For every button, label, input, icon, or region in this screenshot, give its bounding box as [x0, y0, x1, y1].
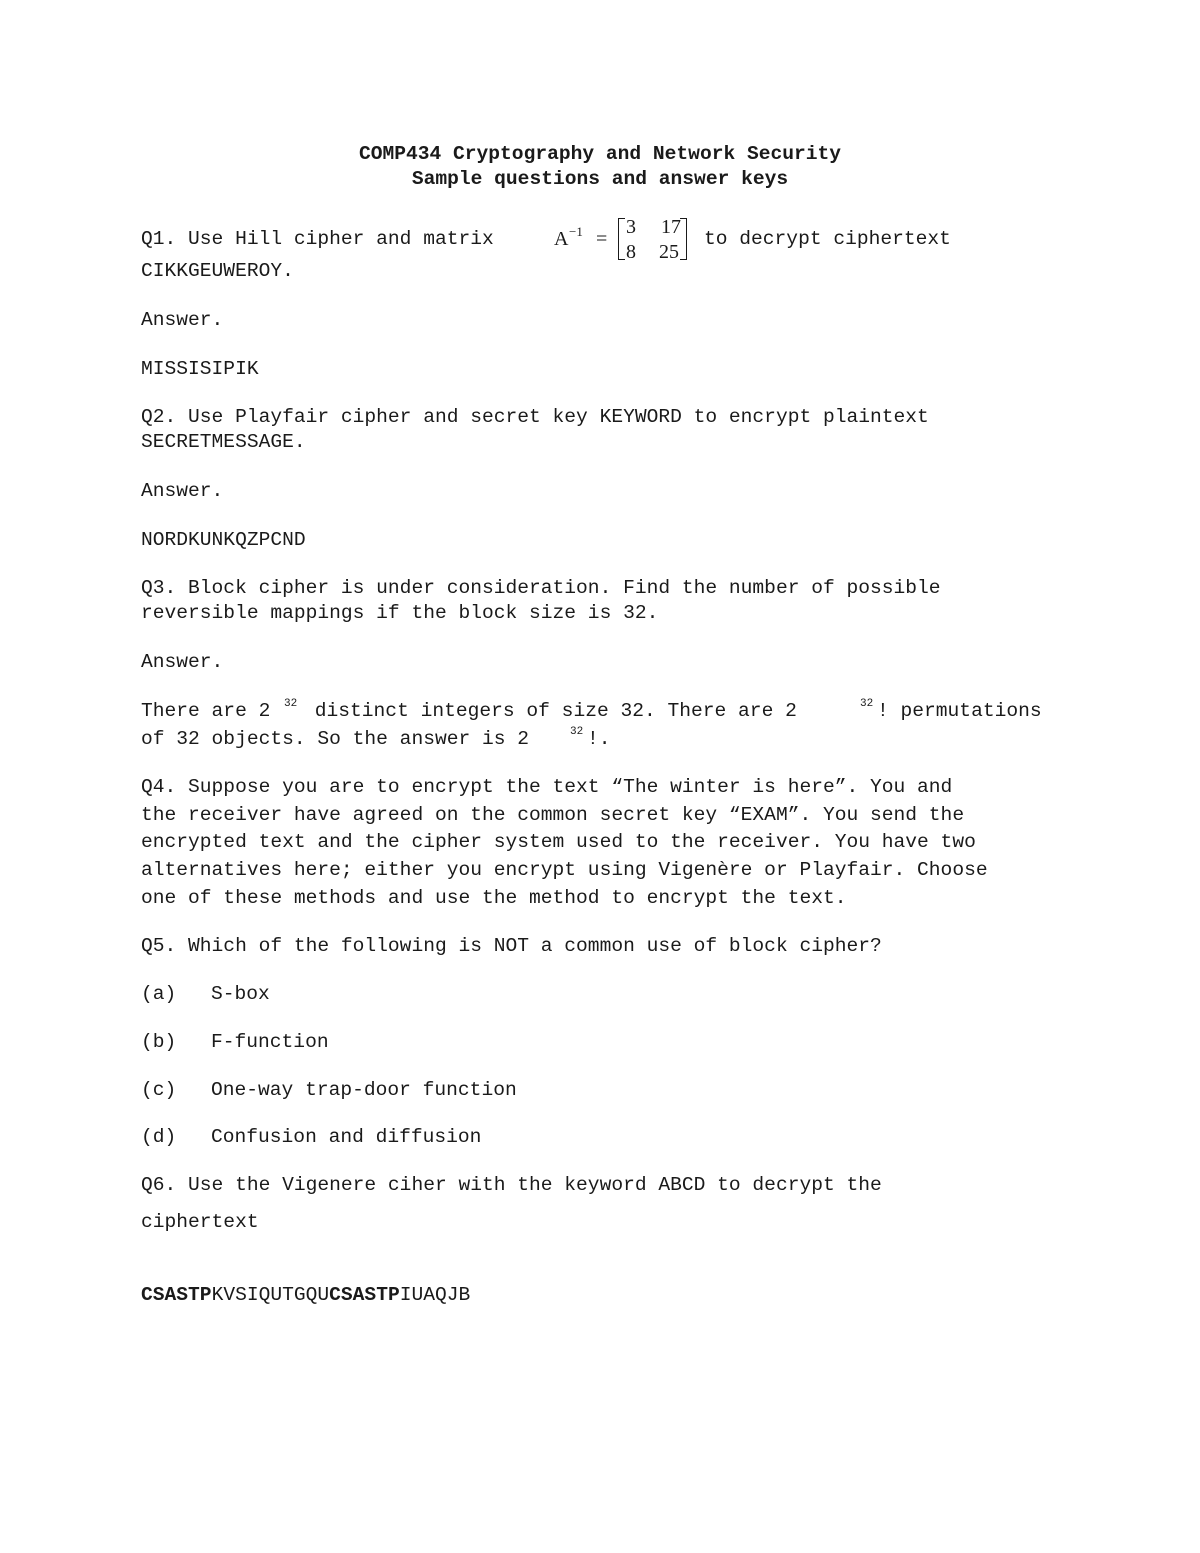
option-label: (d): [141, 1126, 177, 1148]
q1-answer: MISSISIPIK: [141, 358, 259, 380]
cipher-bold-segment: CSASTP: [329, 1284, 400, 1306]
q3-line-1: Q3. Block cipher is under consideration. Find the number of possible: [141, 577, 941, 599]
q3-answer-line-1b: distinct integers of size 32. There are 2: [303, 700, 797, 722]
option-text: One-way trap-door function: [211, 1079, 517, 1101]
q4-line: alternatives here; either you encrypt using Vigenère or Playfair. Choose: [141, 859, 988, 881]
q3-answer-line-1a: There are 2: [141, 700, 271, 722]
q2-answer: NORDKUNKQZPCND: [141, 529, 306, 551]
matrix-left-bracket: [618, 218, 625, 260]
q1-answer-label: Answer.: [141, 309, 224, 331]
q4-line: the receiver have agreed on the common secret key “EXAM”. You send the: [141, 804, 965, 826]
document-title: COMP434 Cryptography and Network Security: [358, 143, 842, 165]
option-label: (c): [141, 1079, 177, 1101]
q6-line-1: Q6. Use the Vigenere ciher with the keyword ABCD to decrypt the: [141, 1174, 882, 1196]
q3-answer-line-2b: !.: [587, 728, 611, 750]
q2-line-1: Q2. Use Playfair cipher and secret key KEYWORD to encrypt plaintext: [141, 406, 929, 428]
matrix-lhs: A: [554, 228, 569, 250]
option-label: (a): [141, 983, 177, 1005]
q2-answer-label: Answer.: [141, 480, 224, 502]
matrix-superscript: −1: [569, 224, 583, 239]
q1-text-before: Q1. Use Hill cipher and matrix: [141, 228, 494, 250]
q6-ciphertext: [141, 1286, 470, 1306]
q3-answer-exponent: 32: [860, 698, 874, 710]
q3-answer-label: Answer.: [141, 651, 224, 673]
option-text: S-box: [211, 983, 270, 1005]
q3-line-2: reversible mappings if the block size is 32.: [141, 602, 659, 624]
cipher-bold-segment: CSASTP: [141, 1284, 212, 1306]
q4-line: encrypted text and the cipher system used to the receiver. You have two: [141, 831, 976, 853]
q3-answer-exponent: 32: [570, 726, 584, 738]
q3-answer-line-2a: of 32 objects. So the answer is 2: [141, 728, 530, 750]
q3-answer-exponent: 32: [284, 698, 298, 710]
cipher-plain-segment: KVSIQUTGQU: [211, 1284, 330, 1306]
matrix-cell: 25: [659, 241, 679, 263]
q1-text-after: to decrypt ciphertext: [704, 228, 951, 250]
q5-question: Q5. Which of the following is NOT a common use of block cipher?: [141, 935, 882, 957]
option-text: Confusion and diffusion: [211, 1126, 482, 1148]
matrix-cell: 8: [626, 241, 636, 263]
matrix-right-bracket: [680, 218, 687, 260]
q2-line-2: SECRETMESSAGE.: [141, 431, 306, 453]
q4-line: Q4. Suppose you are to encrypt the text “The winter is here”. You and: [141, 776, 953, 798]
matrix-cell: 3: [626, 216, 636, 238]
document-subtitle: Sample questions and answer keys: [411, 168, 789, 190]
option-label: (b): [141, 1031, 177, 1053]
option-text: F-function: [211, 1031, 329, 1053]
q4-line: one of these methods and use the method to encrypt the text.: [141, 887, 847, 909]
matrix-equals: =: [596, 228, 608, 250]
q1-ciphertext: CIKKGEUWEROY.: [141, 260, 294, 282]
q6-line-2: ciphertext: [141, 1211, 259, 1233]
matrix-cell: 17: [661, 216, 681, 238]
cipher-plain-segment: IUAQJB: [399, 1284, 471, 1306]
q3-answer-line-1c: ! permutations: [877, 700, 1042, 722]
